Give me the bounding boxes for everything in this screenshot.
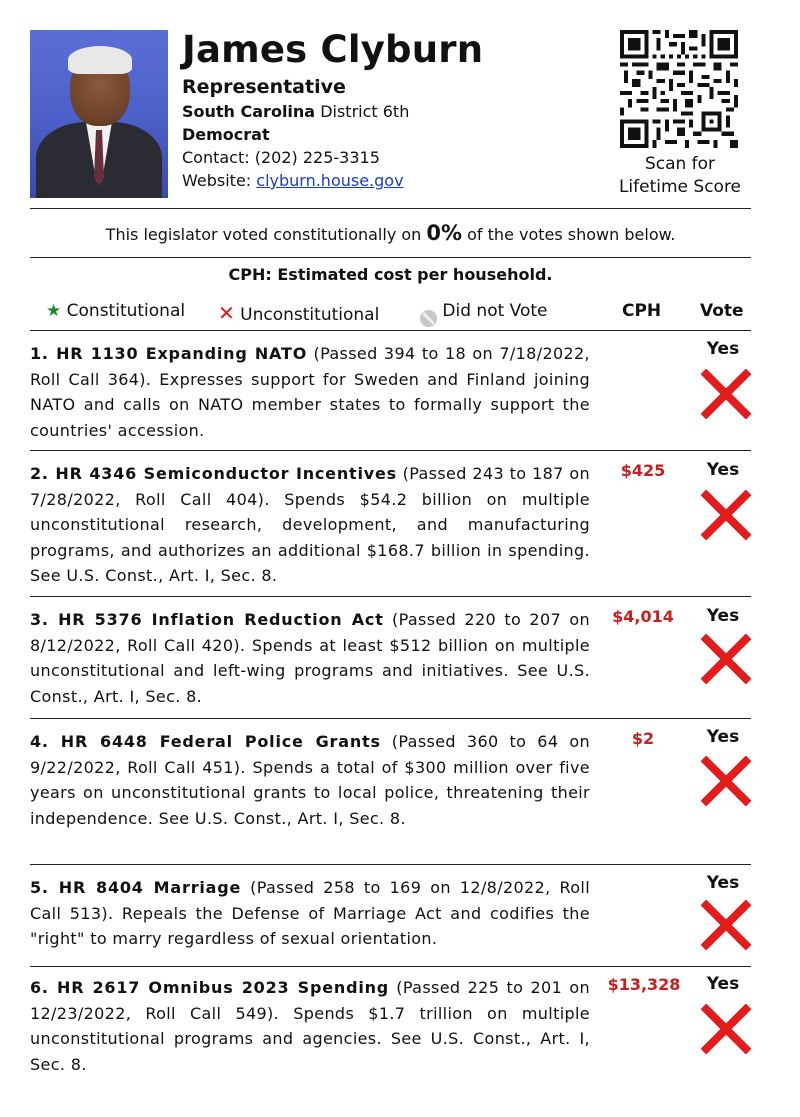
vote-item-text: 5. HR 8404 Marriage (Passed 258 to 169 on 12/8/2022, Roll Call 513). Repeals the Defense of Marriage Act and codifies the "right" to marry regardless of sexual orientation. — [30, 878, 590, 948]
vote-item-vote: Yes — [706, 974, 740, 994]
vote-item — [30, 451, 751, 596]
vote-item-cph: $2 — [631, 729, 655, 748]
constitutional-percent: 0% — [426, 221, 463, 245]
legislator-state-district — [182, 100, 483, 123]
unconstitutional-x-icon — [698, 1001, 754, 1057]
contact-phone: (202) 225-3315 — [254, 148, 380, 167]
cph-column-header: CPH — [622, 301, 662, 321]
vote-item — [30, 719, 751, 864]
vote-item — [30, 967, 751, 1077]
did-not-vote-icon — [420, 310, 437, 327]
contact-label: Contact: — [182, 148, 250, 167]
vote-item-cph: $13,328 — [607, 975, 681, 994]
unconstitutional-x-icon — [698, 897, 754, 953]
legend — [30, 292, 751, 330]
legislator-info — [182, 28, 483, 192]
qr-code-icon[interactable] — [620, 30, 738, 148]
cph-note: CPH: Estimated cost per household. — [228, 265, 553, 284]
legislator-role: Representative — [182, 76, 346, 98]
unconstitutional-x-icon — [698, 753, 754, 809]
legislator-header — [30, 28, 751, 208]
vote-item — [30, 331, 751, 450]
legislator-name: James Clyburn — [182, 28, 484, 71]
website-label: Website: — [182, 171, 252, 190]
legislator-photo — [30, 30, 168, 198]
legend-did-not-vote: Did not Vote — [420, 301, 548, 321]
qr-caption: Scan for Lifetime Score — [618, 154, 742, 197]
vote-item-vote: Yes — [706, 873, 740, 893]
legislator-state: South Carolina — [182, 102, 316, 121]
vote-item — [30, 597, 751, 718]
x-icon: ✕ — [218, 301, 235, 325]
vote-item-text: 6. HR 2617 Omnibus 2023 Spending (Passed 225 to 201 on 12/23/2022, Roll Call 549). Spends $1.7 trillion on multiple unconstitutional programs and agencies. See U.S. Const., Art. I, Sec. 8. — [30, 978, 590, 1074]
website-link[interactable]: clyburn.house.gov — [256, 171, 404, 190]
vote-item-vote: Yes — [706, 339, 740, 359]
legislator-party: Democrat — [182, 125, 270, 144]
vote-item — [30, 865, 751, 966]
legislator-district: District 6th — [320, 102, 410, 121]
legislator-contact — [182, 146, 483, 169]
vote-item-vote: Yes — [706, 727, 740, 747]
legend-unconstitutional: ✕ Unconstitutional — [218, 301, 380, 325]
unconstitutional-x-icon — [698, 631, 754, 687]
vote-item-cph: $4,014 — [612, 607, 674, 626]
legend-constitutional: ★ Constitutional — [46, 301, 186, 321]
constitutional-summary: This legislator voted constitutionally on 0% of the votes shown below. — [105, 221, 676, 245]
star-icon: ★ — [46, 301, 62, 321]
vote-item-text: 2. HR 4346 Semiconductor Incentives (Passed 243 to 187 on 7/28/2022, Roll Call 404). Spends $54.2 billion on multiple unconstitutional research, development, and manufacturing programs, and authorizes an additional $168.7 billion in spending. See U.S. Const., Art. I, Sec. 8. — [30, 464, 590, 585]
vote-item-text: 4. HR 6448 Federal Police Grants (Passed 360 to 64 on 9/22/2022, Roll Call 451). Spends a total of $300 million over five years on unconstitutional grants to local police, threatening their independence. See U.S. Const., Art. I, Sec. 8. — [30, 732, 590, 828]
legislator-website — [182, 169, 483, 192]
vote-item-text: 1. HR 1130 Expanding NATO (Passed 394 to 18 on 7/18/2022, Roll Call 364). Expresses support for Sweden and Finland joining NATO and calls on NATO member states to formally support the countries' accession. — [30, 344, 590, 440]
unconstitutional-x-icon — [698, 487, 754, 543]
unconstitutional-x-icon — [698, 366, 754, 422]
scorecard — [30, 28, 751, 1077]
vote-item-vote: Yes — [706, 460, 740, 480]
vote-item-text: 3. HR 5376 Inflation Reduction Act (Passed 220 to 207 on 8/12/2022, Roll Call 420). Spends at least $512 billion on multiple unconstitutional and left-wing programs and initiatives. See U.S. Const., Art. I, Sec. 8. — [30, 610, 590, 706]
vote-item-vote: Yes — [706, 606, 740, 626]
vote-column-header: Vote — [700, 301, 744, 321]
vote-item-cph: $425 — [620, 461, 666, 480]
